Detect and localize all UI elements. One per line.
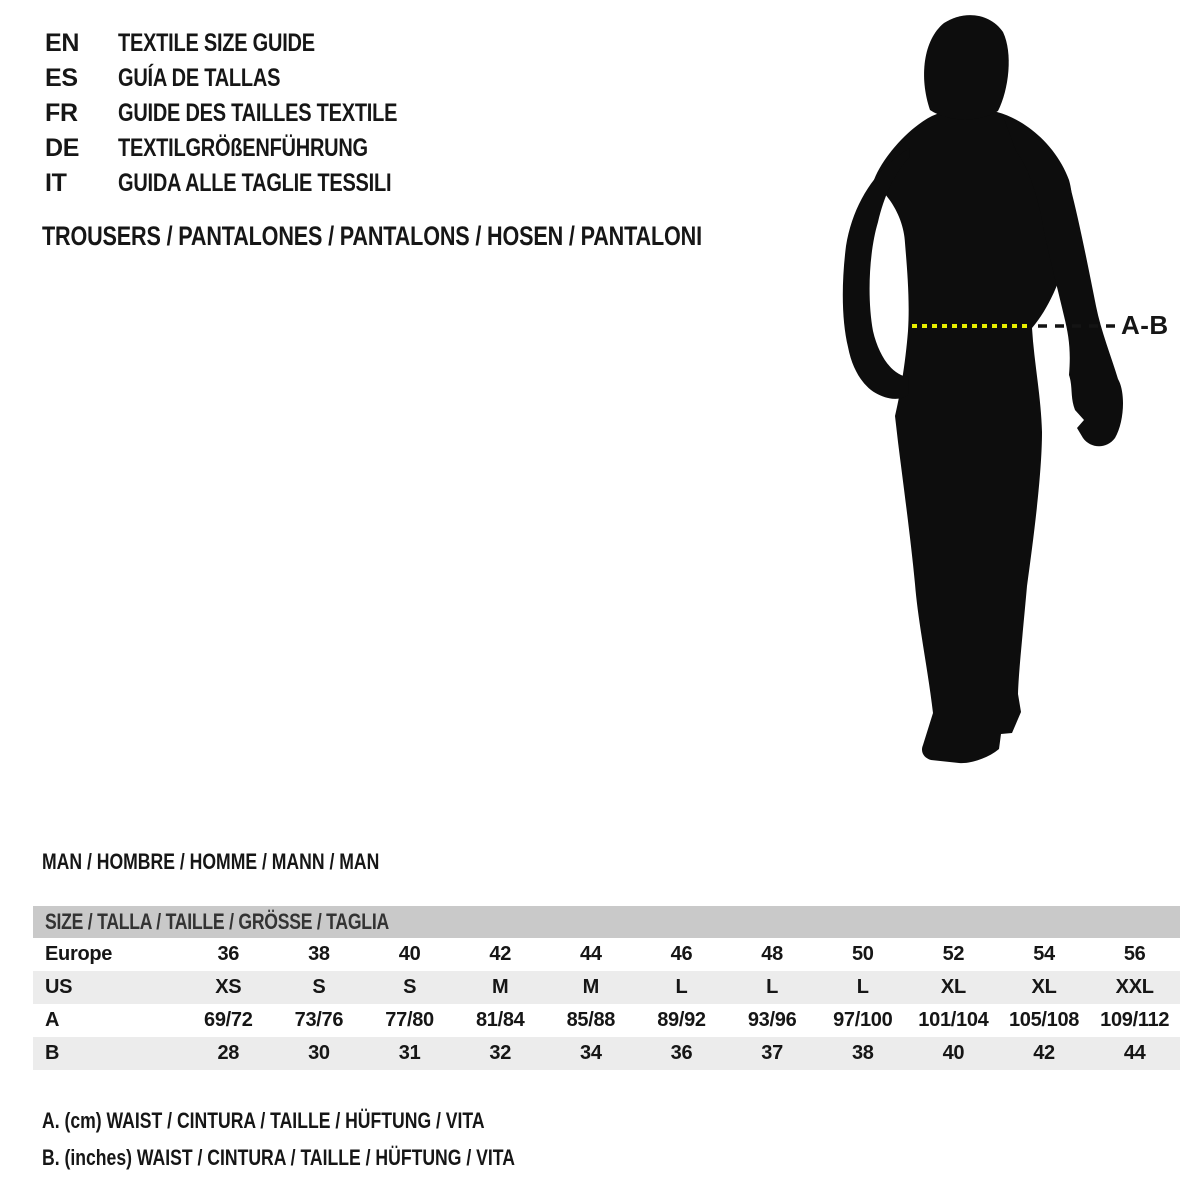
size-value: 38 (851, 1042, 874, 1064)
size-value: XXL (1115, 976, 1154, 998)
size-value: 44 (580, 943, 602, 965)
language-list (45, 26, 467, 201)
size-table-header: SIZE / TALLA / TAILLE / GRÖSSE / TAGLIA (33, 906, 1180, 938)
size-value: 44 (1123, 1042, 1146, 1064)
size-value: 73/76 (294, 1009, 344, 1031)
size-value: XL (940, 976, 966, 998)
language-code: EN (45, 29, 80, 57)
size-value: 81/84 (475, 1009, 525, 1031)
row-label: Europe (45, 943, 113, 965)
language-row-de (45, 131, 467, 166)
size-value: 34 (580, 1042, 602, 1064)
size-value: 52 (942, 943, 965, 965)
size-value: 36 (670, 1042, 693, 1064)
size-value: 54 (1033, 943, 1055, 965)
language-title: TEXTILE SIZE GUIDE (118, 29, 315, 57)
size-table (33, 906, 1180, 1070)
size-value: 32 (489, 1042, 512, 1064)
row-label: US (45, 976, 73, 998)
language-row-es (45, 61, 467, 96)
garment-heading: TROUSERS / PANTALONES / PANTALONS / HOSEN / PANTALONI (42, 221, 702, 251)
size-value: 69/72 (204, 1009, 253, 1031)
size-value: 97/100 (833, 1009, 893, 1031)
size-value: 101/104 (918, 1009, 989, 1031)
size-value: M (492, 976, 509, 998)
size-value: M (582, 976, 600, 998)
size-value: 89/92 (657, 1009, 706, 1031)
language-title: GUÍA DE TALLAS (118, 64, 281, 92)
language-title: GUIDE DES TAILLES TEXTILE (118, 99, 398, 127)
language-row-it (45, 166, 467, 201)
size-value: S (403, 976, 417, 998)
table-row-europe (33, 938, 1180, 971)
size-value: XL (1031, 976, 1057, 998)
language-code: FR (45, 99, 78, 127)
table-row-a-cm (33, 1004, 1180, 1037)
language-row-en (45, 26, 467, 61)
size-value: 48 (761, 943, 783, 965)
row-label: B (45, 1042, 60, 1064)
size-value: L (675, 976, 688, 998)
language-row-fr (45, 96, 467, 131)
size-value: 109/112 (1100, 1009, 1170, 1031)
language-title: TEXTILGRÖßENFÜHRUNG (118, 134, 368, 162)
table-row-us (33, 971, 1180, 1004)
language-code: DE (45, 134, 80, 162)
size-value: L (856, 976, 869, 998)
note-b-inches: B. (inches) WAIST / CINTURA / TAILLE / HÜFTUNG / VITA (42, 1145, 515, 1170)
size-value: 46 (670, 943, 693, 965)
language-code: ES (45, 64, 78, 92)
row-label: A (45, 1009, 60, 1031)
size-value: 56 (1123, 943, 1146, 965)
note-a-cm: A. (cm) WAIST / CINTURA / TAILLE / HÜFTUNG / VITA (42, 1108, 485, 1133)
size-value: 30 (308, 1042, 330, 1064)
size-value: 40 (942, 1042, 965, 1064)
size-value: 37 (761, 1042, 783, 1064)
size-value: 93/96 (747, 1009, 797, 1031)
size-value: 85/88 (566, 1009, 616, 1031)
size-value: 42 (1033, 1042, 1055, 1064)
size-value: XS (215, 976, 242, 998)
size-value: L (766, 976, 779, 998)
size-value: 105/108 (1008, 1009, 1080, 1031)
language-code: IT (45, 169, 67, 197)
man-silhouette (820, 0, 1200, 790)
silhouette-head (924, 15, 1009, 119)
measure-label: A-B (1121, 310, 1169, 340)
measurement-notes (42, 1102, 633, 1176)
size-value: 77/80 (385, 1009, 434, 1031)
size-value: 28 (217, 1042, 240, 1064)
size-value: 40 (398, 943, 421, 965)
language-title: GUIDA ALLE TAGLIE TESSILI (118, 169, 392, 197)
size-value: 31 (398, 1042, 421, 1064)
size-value: 50 (851, 943, 874, 965)
size-value: S (312, 976, 326, 998)
size-value: 42 (489, 943, 512, 965)
size-value: 38 (308, 943, 330, 965)
table-row-b-inches (33, 1037, 1180, 1070)
size-value: 36 (217, 943, 240, 965)
gender-heading: MAN / HOMBRE / HOMME / MANN / MAN (42, 849, 380, 874)
